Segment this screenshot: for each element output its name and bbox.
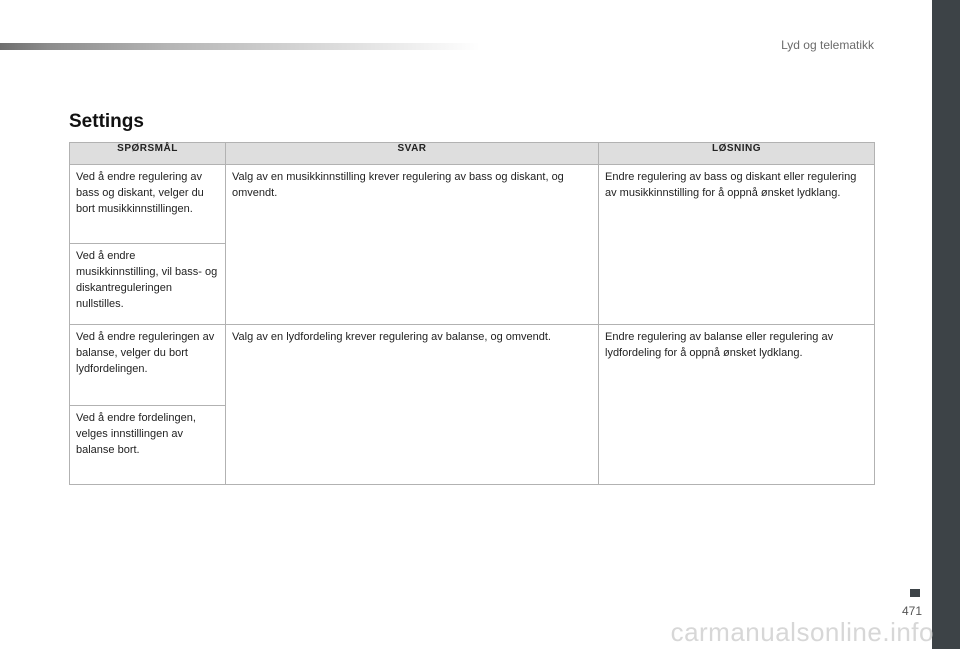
column-header-question: SPØRSMÅL — [70, 143, 226, 165]
page-title: Settings — [69, 111, 144, 132]
solution-cell: Endre regulering av balanse eller regulering av lydfordeling for å oppnå ønsket lydklang. — [599, 325, 875, 485]
header-gradient-bar — [0, 43, 480, 50]
page-marker-square — [910, 589, 920, 597]
question-cell: Ved å endre musikkinnstilling, vil bass- og diskantreguleringen nullstilles. — [70, 244, 226, 325]
section-label: Lyd og telematikk — [781, 38, 874, 52]
table-row — [70, 165, 875, 244]
answer-cell: Valg av en lydfordeling krever regulering av balanse, og omvendt. — [226, 325, 599, 485]
solution-cell: Endre regulering av bass og diskant eller regulering av musikkinnstilling for å oppnå ønsket lydklang. — [599, 165, 875, 325]
question-cell: Ved å endre reguleringen av balanse, velger du bort lydfordelingen. — [70, 325, 226, 406]
column-header-solution: LØSNING — [599, 143, 875, 165]
question-cell: Ved å endre regulering av bass og diskant, velger du bort musikkinnstillingen. — [70, 165, 226, 244]
page-number: 471 — [901, 604, 922, 618]
question-cell: Ved å endre fordelingen, velges innstillingen av balanse bort. — [70, 406, 226, 485]
table-header-row — [70, 143, 875, 165]
watermark: carmanualsonline.info — [670, 617, 934, 647]
table-row — [70, 325, 875, 406]
column-header-answer: SVAR — [226, 143, 599, 165]
side-tab-bar — [932, 0, 960, 649]
answer-cell: Valg av en musikkinnstilling krever regulering av bass og diskant, og omvendt. — [226, 165, 599, 325]
faq-table — [69, 142, 875, 485]
